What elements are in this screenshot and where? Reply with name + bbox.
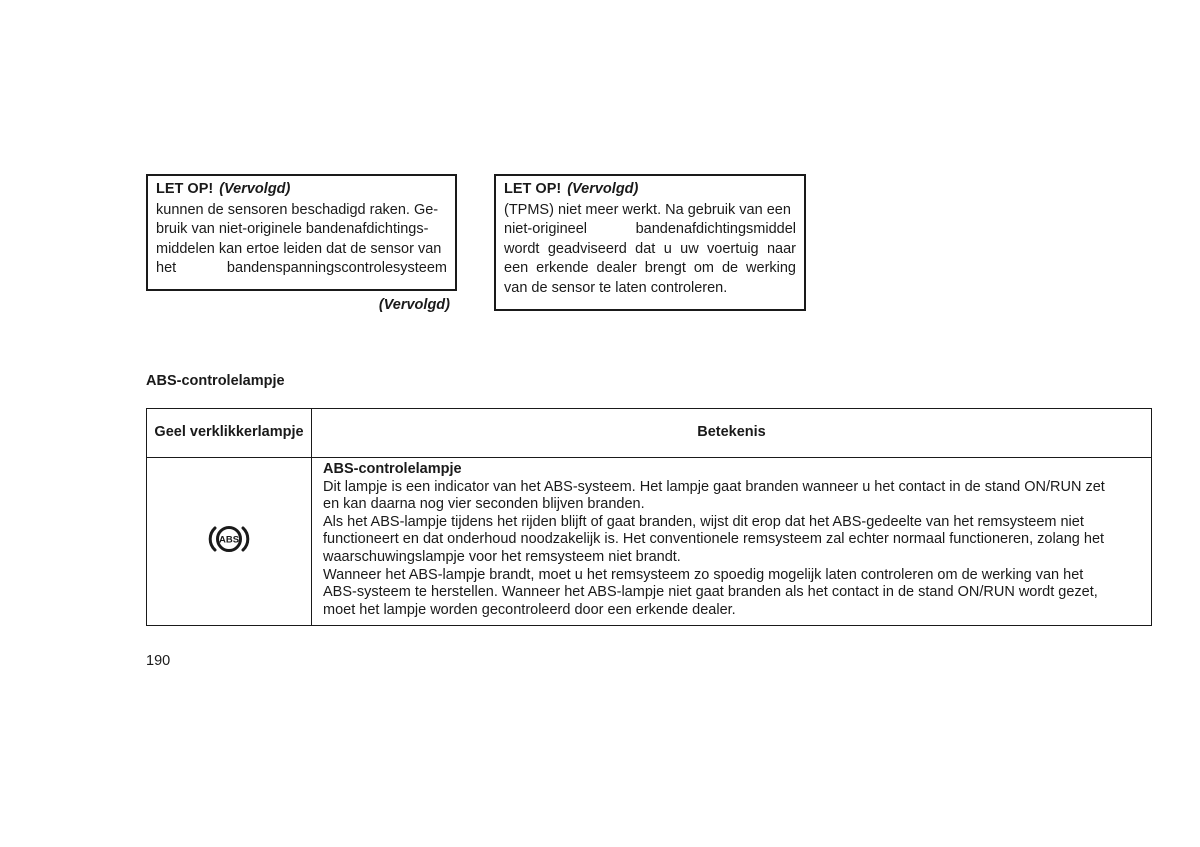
warning-heading: LET OP! (Vervolgd) xyxy=(504,181,639,197)
warning-line: van de sensor te laten controleren. xyxy=(504,279,728,296)
row-line: Dit lampje is een indicator van het ABS-systeem. Het lampje gaat branden wanneer u het contact in de stand ON/RUN zet xyxy=(323,478,1105,495)
icon-cell xyxy=(147,458,312,626)
warning-line: een erkende dealer brengt om de werking xyxy=(504,260,796,277)
warning-heading: LET OP! (Vervolgd) xyxy=(156,181,291,197)
section-title: ABS-controlelampje xyxy=(146,373,285,389)
warning-line: middelen kan ertoe leiden dat de sensor van xyxy=(156,240,442,257)
abs-icon-label: ABS xyxy=(218,534,240,546)
column-header-meaning: Betekenis xyxy=(312,409,1152,458)
warning-line: (TPMS) niet meer werkt. Na gebruik van een xyxy=(504,201,791,218)
row-line: en kan daarna nog vier seconden blijven branden. xyxy=(323,496,645,513)
warning-line: het bandenspanningscontrolesysteem xyxy=(156,260,447,277)
continued-label: (Vervolgd) xyxy=(378,297,450,313)
warning-box-1 xyxy=(146,174,457,291)
row-title: ABS-controlelampje xyxy=(323,461,462,477)
table-row xyxy=(147,458,1152,626)
row-line: functioneert en dat onderhoud noodzakelijk is. Het conventionele remsysteem zal echter normaal functioneren, zolang het xyxy=(323,531,1105,548)
warning-line: kunnen de sensoren beschadigd raken. Ge- xyxy=(156,201,439,218)
warning-box-2 xyxy=(494,174,806,311)
column-header-indicator: Geel verklikkerlampje xyxy=(147,409,312,458)
abs-warning-icon xyxy=(206,522,252,556)
abs-indicator-table xyxy=(146,408,1152,626)
row-line: waarschuwingslampje voor het remsysteem niet brandt. xyxy=(323,548,681,565)
page-number: 190 xyxy=(146,653,171,669)
warning-line: niet-origineel bandenafdichtingsmiddel xyxy=(504,221,796,238)
row-line: Wanneer het ABS-lampje brandt, moet u het remsysteem zo spoedig mogelijk laten controleren om de werking van het xyxy=(323,566,1084,583)
row-line: moet het lampje worden gecontroleerd door een erkende dealer. xyxy=(323,601,736,618)
warning-line: wordt geadviseerd dat u uw voertuig naar xyxy=(504,240,796,257)
row-line: Als het ABS-lampje tijdens het rijden blijft of gaat branden, wijst dit erop dat het ABS-gedeelte van het remsysteem niet xyxy=(323,513,1084,530)
meaning-cell xyxy=(312,458,1152,626)
row-line: ABS-systeem te herstellen. Wanneer het ABS-lampje niet gaat branden als het contact in de stand ON/RUN wordt gezet, xyxy=(323,584,1098,601)
warning-line: bruik van niet-originele bandenafdichtings- xyxy=(156,221,429,238)
table-header-row xyxy=(147,409,1152,458)
